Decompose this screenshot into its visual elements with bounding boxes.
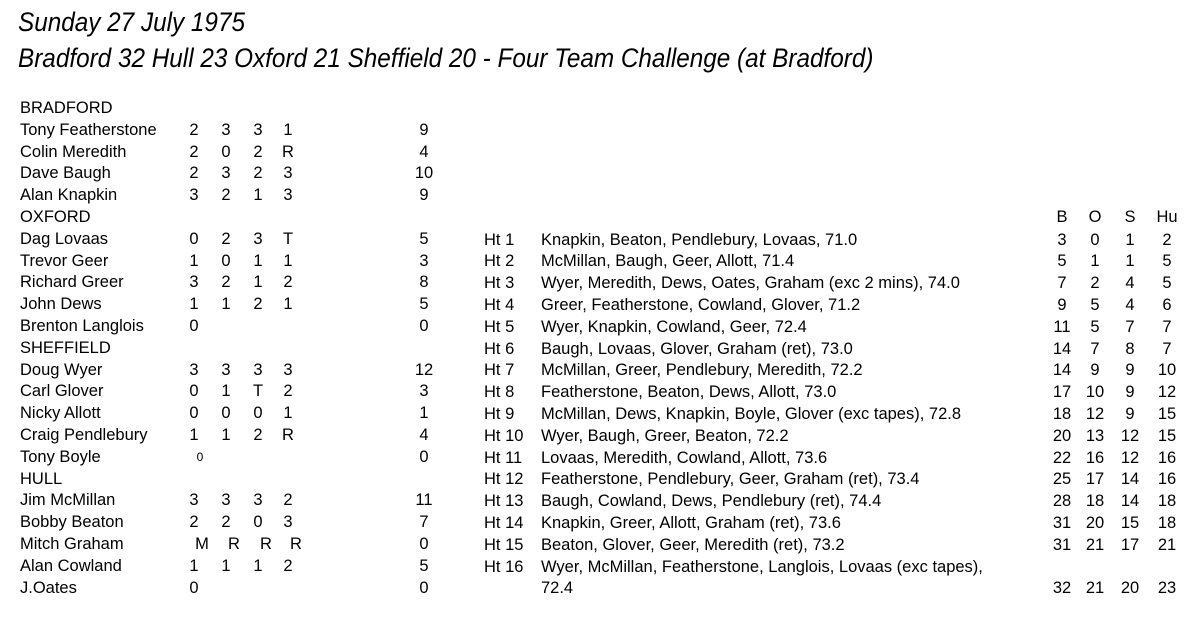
running-score: 7 xyxy=(1125,317,1135,336)
running-score: 20 xyxy=(1052,426,1072,445)
running-score: 7 xyxy=(1090,339,1100,358)
heat-label: Ht 11 xyxy=(484,448,523,467)
running-score: 14 xyxy=(1120,492,1140,511)
rider-heat-score: 0 xyxy=(253,513,263,532)
team-name: HULL xyxy=(20,469,63,488)
heat-description: McMillan, Dews, Knapkin, Boyle, Glover (exc tapes), 72.8 xyxy=(541,404,962,423)
rider-heat-score: R xyxy=(282,142,294,161)
running-score: 1 xyxy=(1125,230,1135,249)
rider-heat-score: 3 xyxy=(189,360,199,379)
team-name: SHEFFIELD xyxy=(20,338,111,357)
rider-total: 12 xyxy=(414,360,434,379)
rider-heat-score: 3 xyxy=(253,229,263,248)
running-score: 21 xyxy=(1085,535,1105,554)
rider-heat-score: 0 xyxy=(196,449,204,464)
heat-label: Ht 15 xyxy=(484,535,524,554)
running-score: 4 xyxy=(1125,274,1135,293)
rider-name: Alan Cowland xyxy=(20,556,122,575)
rider-total: 1 xyxy=(419,404,429,423)
rider-heat-score: 3 xyxy=(221,164,231,183)
running-score: 15 xyxy=(1120,513,1140,532)
date-title: Sunday 27 July 1975 xyxy=(18,7,245,37)
rider-heat-score: 1 xyxy=(253,556,263,575)
running-score: 13 xyxy=(1085,426,1105,445)
running-score: 20 xyxy=(1085,513,1105,532)
heat-row xyxy=(0,359,1200,381)
heat-label: Ht 8 xyxy=(484,383,515,402)
heat-row xyxy=(0,403,1200,425)
rider-total: 7 xyxy=(419,513,429,532)
rider-total: 10 xyxy=(414,164,434,183)
heat-label: Ht 1 xyxy=(484,230,515,249)
running-score: 6 xyxy=(1162,295,1172,314)
heat-description: Featherstone, Beaton, Dews, Allott, 73.0 xyxy=(541,383,837,402)
heat-description: Baugh, Lovaas, Glover, Graham (ret), 73.0 xyxy=(541,339,853,358)
heat-description: Beaton, Glover, Geer, Meredith (ret), 73.2 xyxy=(541,535,845,554)
rider-heat-score: 0 xyxy=(221,142,231,161)
rider-heat-score: 1 xyxy=(283,404,293,423)
heat-label: Ht 3 xyxy=(484,274,515,293)
heat-description: Lovaas, Meredith, Cowland, Allott, 73.6 xyxy=(541,448,828,467)
rider-name: Nicky Allott xyxy=(20,404,101,423)
rider-heat-score: 2 xyxy=(189,164,199,183)
rider-total: 5 xyxy=(419,295,429,314)
rider-heat-score: 1 xyxy=(283,120,293,139)
rider-name: Tony Featherstone xyxy=(20,120,157,139)
running-score: 5 xyxy=(1090,317,1100,336)
rider-heat-score: T xyxy=(252,382,264,401)
heat-label: Ht 13 xyxy=(484,492,524,511)
heat-row xyxy=(0,338,1200,360)
rider-heat-score: 0 xyxy=(189,317,199,335)
running-score: 17 xyxy=(1052,383,1072,402)
team-name: BRADFORD xyxy=(20,99,113,117)
running-score: 14 xyxy=(1120,470,1140,489)
rider-heat-score: 2 xyxy=(253,142,263,161)
running-score: 2 xyxy=(1090,274,1100,293)
heat-label: Ht 4 xyxy=(484,295,515,314)
rider-total: 3 xyxy=(419,382,429,401)
running-score: 3 xyxy=(1057,230,1067,249)
running-score: 9 xyxy=(1125,383,1135,402)
heat-label: Ht 9 xyxy=(484,404,515,423)
rider-name: Craig Pendlebury xyxy=(20,426,148,444)
heat-row xyxy=(0,294,1200,316)
score-column-header: O xyxy=(1088,208,1102,226)
running-score: 5 xyxy=(1090,295,1100,314)
running-score: 22 xyxy=(1052,448,1072,467)
rider-heat-score: 2 xyxy=(253,295,263,314)
rider-total: 11 xyxy=(415,491,433,510)
heat-row xyxy=(0,272,1200,294)
running-score: 10 xyxy=(1157,361,1177,380)
running-score: 9 xyxy=(1125,404,1135,423)
rider-name: Bobby Beaton xyxy=(20,513,124,532)
match-title: Bradford 32 Hull 23 Oxford 21 Sheffield 20 - Four Team Challenge (at Bradford) xyxy=(18,43,874,73)
rider-heat-score: R xyxy=(290,535,302,553)
rider-heat-score: 0 xyxy=(221,404,231,423)
rider-name: Richard Greer xyxy=(20,273,124,292)
score-column-header: Hu xyxy=(1156,208,1178,226)
rider-total: 9 xyxy=(419,186,429,205)
heat-row xyxy=(0,316,1200,338)
rider-total: 4 xyxy=(419,426,429,444)
running-score: 32 xyxy=(1052,578,1072,597)
running-score: 14 xyxy=(1052,361,1072,380)
rider-heat-score: 1 xyxy=(189,295,199,314)
running-score: 18 xyxy=(1085,492,1105,511)
heat-description: Wyer, Baugh, Greer, Beaton, 72.2 xyxy=(541,426,789,445)
heat-description: Knapkin, Beaton, Pendlebury, Lovaas, 71.0 xyxy=(541,230,858,249)
heat-row xyxy=(0,447,1200,469)
running-score: 21 xyxy=(1157,535,1177,554)
running-score: 9 xyxy=(1090,361,1100,380)
rider-heat-score: M xyxy=(195,535,209,553)
rider-name: Alan Knapkin xyxy=(20,186,118,205)
rider-heat-score: 0 xyxy=(189,404,199,423)
score-column-header: S xyxy=(1124,208,1136,226)
heat-label: Ht 14 xyxy=(484,513,524,532)
heat-description: McMillan, Baugh, Geer, Allott, 71.4 xyxy=(541,252,795,271)
rider-heat-score: 2 xyxy=(253,426,263,444)
rider-heat-score: 1 xyxy=(221,556,231,575)
rider-name: Trevor Geer xyxy=(20,251,109,270)
rider-name: Doug Wyer xyxy=(20,360,103,379)
running-score: 12 xyxy=(1085,404,1105,423)
heat-time: 72.4 xyxy=(541,578,574,597)
running-score: 18 xyxy=(1157,513,1177,532)
rider-heat-score: 2 xyxy=(283,556,293,575)
heat-row xyxy=(0,490,1200,512)
rider-heat-score: 3 xyxy=(253,491,263,510)
rider-heat-score: 3 xyxy=(253,120,263,139)
rider-heat-score: 2 xyxy=(221,513,231,532)
rider-heat-score: T xyxy=(282,229,294,248)
rider-heat-score: R xyxy=(260,535,272,553)
heat-description: McMillan, Greer, Pendlebury, Meredith, 72.2 xyxy=(541,361,863,380)
running-score: 17 xyxy=(1120,535,1140,554)
rider-name: J.Oates xyxy=(20,578,77,597)
rider-heat-score: 2 xyxy=(283,273,293,292)
heat-label: Ht 16 xyxy=(484,557,524,576)
rider-heat-score: 3 xyxy=(283,513,293,532)
running-score: 23 xyxy=(1157,578,1177,597)
running-score: 7 xyxy=(1162,339,1172,358)
running-score: 7 xyxy=(1057,274,1067,293)
rider-name: Colin Meredith xyxy=(20,142,127,161)
running-score: 16 xyxy=(1157,470,1177,489)
rider-name: Dave Baugh xyxy=(20,164,111,183)
heat-label: Ht 12 xyxy=(484,470,524,489)
rider-heat-score: 1 xyxy=(283,251,293,270)
rider-total: 0 xyxy=(419,535,429,553)
heat-description: Greer, Featherstone, Cowland, Glover, 71.2 xyxy=(541,295,861,314)
running-score: 9 xyxy=(1125,361,1135,380)
heat-row xyxy=(0,534,1200,556)
rider-heat-score: 2 xyxy=(221,186,231,205)
running-score: 15 xyxy=(1157,426,1177,445)
rider-total: 5 xyxy=(419,556,429,575)
heat-label: Ht 6 xyxy=(484,339,515,358)
team-name: OXFORD xyxy=(20,208,91,226)
running-score: 14 xyxy=(1052,339,1072,358)
running-score: 2 xyxy=(1162,230,1172,249)
heat-label: Ht 10 xyxy=(484,426,524,445)
heat-row xyxy=(0,468,1200,490)
running-score: 0 xyxy=(1090,230,1100,249)
rider-heat-score: 1 xyxy=(189,556,199,575)
heat-row xyxy=(0,425,1200,447)
rider-heat-score: 0 xyxy=(189,578,199,597)
running-score: 12 xyxy=(1157,383,1177,402)
rider-total: 9 xyxy=(419,120,429,139)
running-score: 9 xyxy=(1057,295,1067,314)
rider-heat-score: 2 xyxy=(189,120,199,139)
rider-heat-score: 1 xyxy=(221,295,231,314)
heat-label: Ht 7 xyxy=(484,361,515,380)
rider-name: Carl Glover xyxy=(20,382,104,401)
rider-heat-score: 1 xyxy=(221,382,231,401)
heat-description: Wyer, McMillan, Featherstone, Langlois, Lovaas (exc tapes), xyxy=(541,557,983,576)
running-score: 16 xyxy=(1157,448,1177,467)
heat-description: Wyer, Knapkin, Cowland, Geer, 72.4 xyxy=(541,317,807,336)
rider-heat-score: 2 xyxy=(253,164,263,183)
running-score: 1 xyxy=(1125,252,1135,271)
rider-heat-score: 1 xyxy=(253,251,263,270)
rider-total: 8 xyxy=(419,273,429,292)
rider-heat-score: R xyxy=(282,426,294,444)
running-score: 28 xyxy=(1052,492,1072,511)
rider-heat-score: 1 xyxy=(189,251,199,270)
rider-name: Tony Boyle xyxy=(20,447,101,466)
rider-total: 0 xyxy=(419,578,429,597)
rider-heat-score: 3 xyxy=(189,273,199,292)
running-score: 20 xyxy=(1120,578,1140,597)
rider-heat-score: 3 xyxy=(253,360,263,379)
score-column-header: B xyxy=(1056,208,1068,226)
rider-heat-score: 2 xyxy=(189,513,199,532)
running-score: 25 xyxy=(1052,470,1072,489)
rider-heat-score: 1 xyxy=(221,426,231,444)
heat-description: Knapkin, Greer, Allott, Graham (ret), 73.6 xyxy=(541,513,841,532)
rider-heat-score: 3 xyxy=(283,164,293,183)
running-score: 1 xyxy=(1090,252,1100,271)
rider-heat-score: 3 xyxy=(283,360,293,379)
running-score: 5 xyxy=(1162,252,1172,271)
running-score: 18 xyxy=(1052,404,1072,423)
running-score: 31 xyxy=(1052,535,1072,554)
heat-row xyxy=(0,250,1200,272)
running-score: 16 xyxy=(1085,448,1105,467)
rider-heat-score: R xyxy=(228,535,240,553)
rider-heat-score: 0 xyxy=(253,404,263,423)
rider-total: 5 xyxy=(419,229,429,248)
running-score: 12 xyxy=(1120,426,1140,445)
rider-heat-score: 2 xyxy=(221,229,231,248)
rider-heat-score: 2 xyxy=(221,273,231,292)
rider-name: Jim McMillan xyxy=(20,491,116,510)
rider-heat-score: 1 xyxy=(283,295,293,314)
rider-name: John Dews xyxy=(20,295,102,314)
rider-heat-score: 3 xyxy=(221,120,231,139)
rider-heat-score: 1 xyxy=(253,186,263,205)
heat-label: Ht 2 xyxy=(484,252,515,271)
running-score: 11 xyxy=(1053,317,1071,336)
running-score: 10 xyxy=(1085,383,1105,402)
running-score: 5 xyxy=(1057,252,1067,271)
heat-description: Baugh, Cowland, Dews, Pendlebury (ret), 74.4 xyxy=(541,492,882,511)
rider-heat-score: 3 xyxy=(221,360,231,379)
rider-heat-score: 1 xyxy=(253,273,263,292)
running-score: 8 xyxy=(1125,339,1135,358)
running-score: 18 xyxy=(1157,492,1177,511)
rider-heat-score: 2 xyxy=(189,142,199,161)
running-score: 4 xyxy=(1125,295,1135,314)
rider-heat-score: 1 xyxy=(189,426,199,444)
heat-row xyxy=(0,512,1200,534)
heat-description: Featherstone, Pendlebury, Geer, Graham (ret), 73.4 xyxy=(541,470,920,489)
rider-heat-score: 2 xyxy=(283,382,293,401)
rider-total: 0 xyxy=(419,447,429,466)
running-score: 31 xyxy=(1052,513,1072,532)
rider-heat-score: 3 xyxy=(221,491,231,510)
running-score: 17 xyxy=(1085,470,1105,489)
rider-heat-score: 0 xyxy=(189,382,199,401)
rider-heat-score: 2 xyxy=(283,491,293,510)
heat-row xyxy=(0,381,1200,403)
rider-heat-score: 3 xyxy=(189,186,199,205)
rider-heat-score: 0 xyxy=(189,229,199,248)
rider-name: Mitch Graham xyxy=(20,535,124,553)
running-score: 15 xyxy=(1157,404,1177,423)
running-score: 5 xyxy=(1162,274,1172,293)
running-score: 12 xyxy=(1120,448,1140,467)
rider-heat-score: 3 xyxy=(189,491,199,510)
heat-description: Wyer, Meredith, Dews, Oates, Graham (exc 2 mins), 74.0 xyxy=(541,274,960,293)
rider-heat-score: 0 xyxy=(221,251,231,270)
rider-total: 0 xyxy=(419,317,429,335)
running-score: 21 xyxy=(1085,578,1105,597)
rider-heat-score: 3 xyxy=(283,186,293,205)
rider-total: 3 xyxy=(419,251,429,270)
rider-name: Brenton Langlois xyxy=(20,317,144,335)
heat-label: Ht 5 xyxy=(484,317,515,336)
rider-name: Dag Lovaas xyxy=(20,229,109,248)
running-score: 7 xyxy=(1162,317,1172,336)
rider-total: 4 xyxy=(419,142,429,161)
heat-row xyxy=(0,229,1200,251)
